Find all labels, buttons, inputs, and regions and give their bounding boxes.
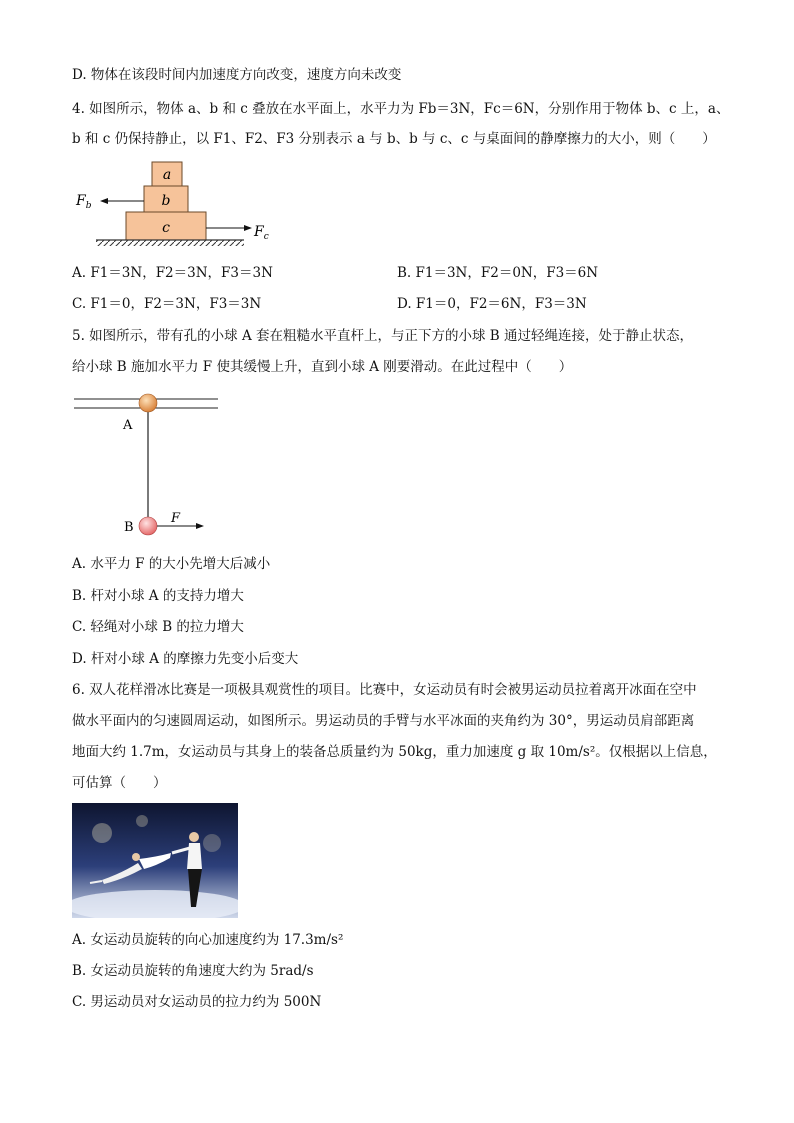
q6-option-c: C. 男运动员对女运动员的拉力约为 500N: [72, 994, 322, 1010]
q5-stem-line2: 给小球 B 施加水平力 F 使其缓慢上升，直到小球 A 刚要滑动。在此过程中（ ）: [72, 359, 573, 375]
force-fb-label: $F_b$: [76, 193, 92, 211]
q6-option-b: B. 女运动员旋转的角速度大约为 5rad/s: [72, 963, 314, 979]
q3-option-d: D. 物体在该段时间内加速度方向改变，速度方向未改变: [72, 67, 402, 83]
q4-stem-line1: 4. 如图所示，物体 a、b 和 c 叠放在水平面上，水平力为 Fb＝3N，Fc＝6N，分别作用于物体 b、c 上，a、: [72, 101, 730, 117]
q4-option-d: D. F1＝0，F2＝6N，F3＝3N: [397, 296, 587, 312]
q5-rod-figure: [72, 388, 222, 538]
q6-stem-line2: 做水平面内的匀速圆周运动，如图所示。男运动员的手臂与水平冰面的夹角约为 30°，男运动员肩部距离: [72, 713, 695, 729]
q6-option-a: A. 女运动员旋转的向心加速度约为 17.3m/s²: [72, 932, 344, 948]
q4-option-b: B. F1＝3N，F2＝0N，F3＝6N: [397, 265, 599, 281]
ball-b: [139, 517, 157, 535]
q6-stem-line4: 可估算（ ）: [72, 775, 167, 791]
q4-block-figure: [72, 158, 282, 250]
label-f: F: [171, 511, 181, 526]
q5-stem-line1: 5. 如图所示，带有孔的小球 A 套在粗糙水平直杆上，与正下方的小球 B 通过轻绳连接，处于静止状态，: [72, 328, 694, 344]
ball-a: [139, 394, 157, 412]
q5-option-a: A. 水平力 F 的大小先增大后减小: [72, 556, 271, 572]
q6-stem-line3: 地面大约 1.7m，女运动员与其身上的装备总质量约为 50kg，重力加速度 g 取 10m/s²。仅根据以上信息，: [72, 744, 717, 760]
label-a: A: [123, 418, 133, 433]
block-b-label: b: [161, 193, 171, 209]
block-c-label: c: [162, 220, 170, 236]
force-fc-label: $F_c$: [254, 224, 269, 242]
label-b: B: [124, 520, 134, 535]
q5-option-b: B. 杆对小球 A 的支持力增大: [72, 588, 244, 604]
block-a-label: a: [162, 167, 172, 183]
q6-stem-line1: 6. 双人花样滑冰比赛是一项极具观赏性的项目。比赛中，女运动员有时会被男运动员拉着离开冰面在空中: [72, 682, 697, 698]
q4-option-a: A. F1＝3N，F2＝3N，F3＝3N: [72, 265, 273, 281]
q5-option-c: C. 轻绳对小球 B 的拉力增大: [72, 619, 244, 635]
q4-stem-line2: b 和 c 仍保持静止，以 F1、F2、F3 分别表示 a 与 b、b 与 c、c 与桌面间的静摩擦力的大小，则（ ）: [72, 131, 716, 147]
q5-option-d: D. 杆对小球 A 的摩擦力先变小后变大: [72, 651, 299, 667]
figure-skating-photo: [72, 803, 238, 918]
q4-option-c: C. F1＝0，F2＝3N，F3＝3N: [72, 296, 262, 312]
